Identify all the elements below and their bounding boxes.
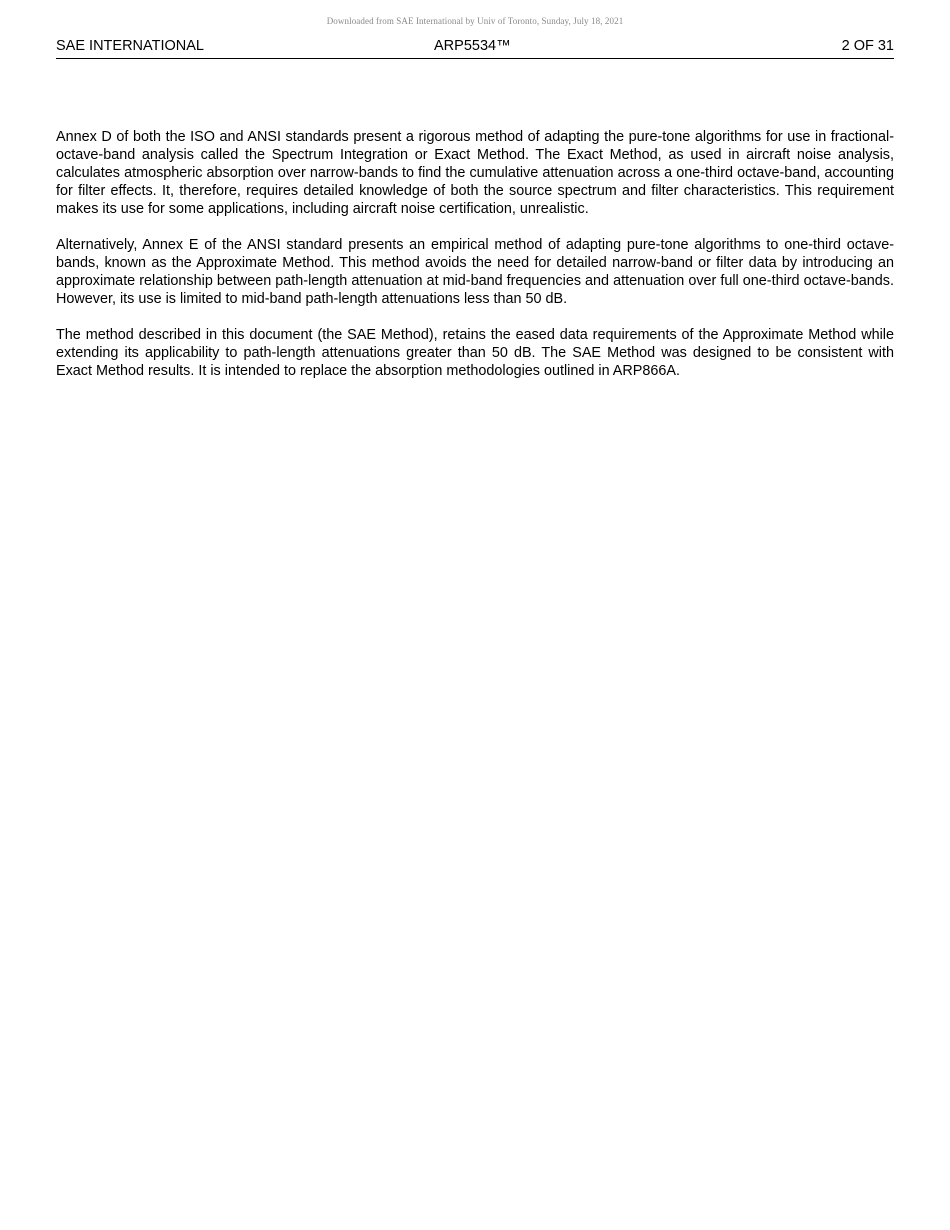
paragraph: Alternatively, Annex E of the ANSI standard presents an empirical method of adapting pure-tone algorithms to one-third octave-bands, known as the Approximate Method. This method avoids the need for detailed narrow-band or filter data by introducing an approximate relationship between path-length attenuation at mid-band frequencies and attenuation over full one-third octave-bands. However, its use is limited to mid-band path-length attenuations less than 50 dB. — [56, 237, 894, 307]
header-document-id: ARP5534™ — [434, 38, 511, 54]
page-header — [56, 38, 894, 59]
header-page-number: 2 OF 31 — [841, 38, 894, 54]
header-organization: SAE INTERNATIONAL — [56, 38, 204, 54]
paragraph: Annex D of both the ISO and ANSI standards present a rigorous method of adapting the pure-tone algorithms for use in fractional-octave-band analysis called the Spectrum Integration or Exact Method. The Exact Method, as used in aircraft noise analysis, calculates atmospheric absorption over narrow-bands to find the cumulative attenuation across a one-third octave-band, accounting for filter effects. It, therefore, requires detailed knowledge of both the source spectrum and filter characteristics. This requirement makes its use for some applications, including aircraft noise certification, unrealistic. — [56, 129, 894, 217]
paragraph: The method described in this document (the SAE Method), retains the eased data requirements of the Approximate Method while extending its applicability to path-length attenuations greater than 50 dB. The SAE Method was designed to be consistent with Exact Method results. It is intended to replace the absorption methodologies outlined in ARP866A. — [56, 327, 894, 379]
download-watermark: Downloaded from SAE International by Univ of Toronto, Sunday, July 18, 2021 — [326, 16, 624, 26]
body-text — [56, 128, 894, 398]
